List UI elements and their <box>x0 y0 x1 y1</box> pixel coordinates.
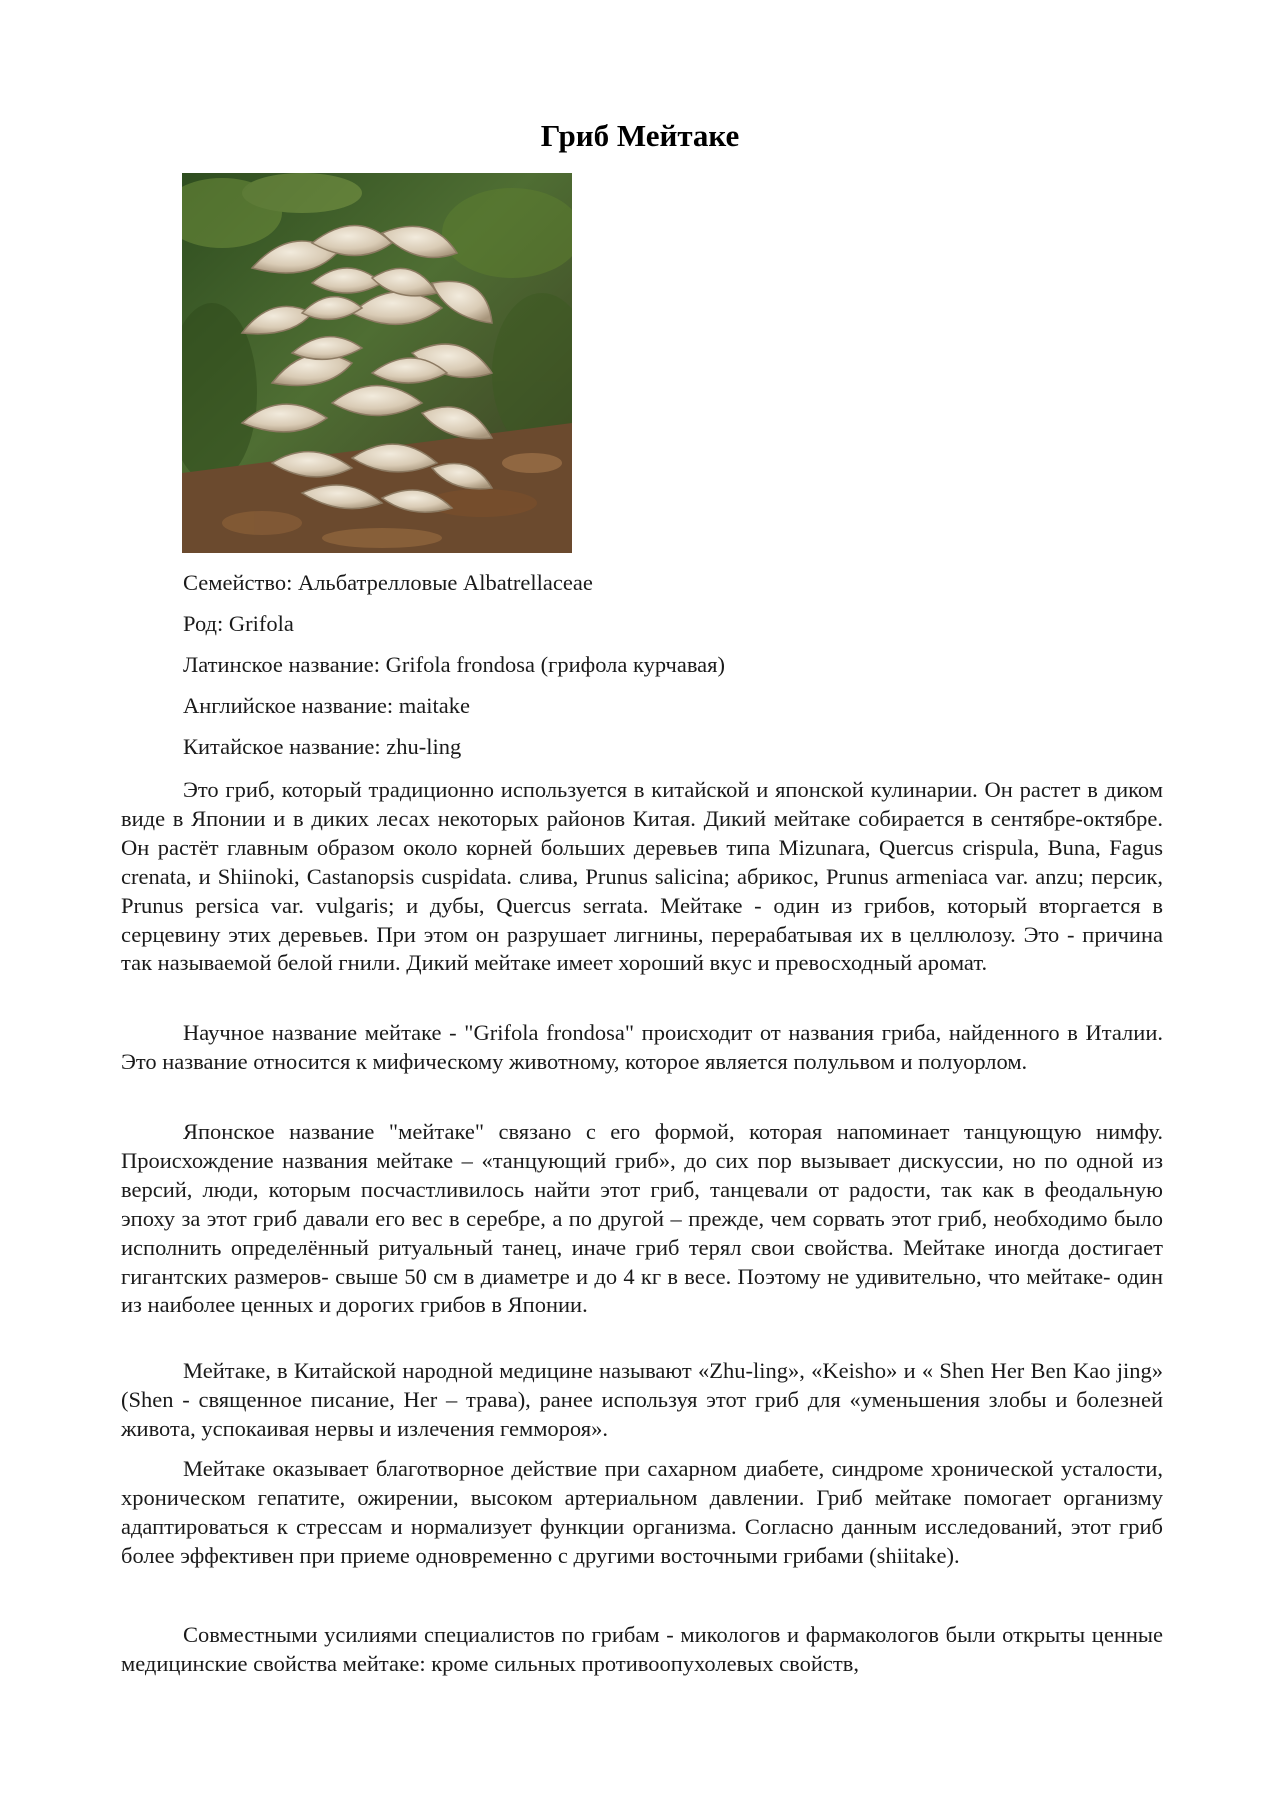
paragraph-1: Это гриб, который традиционно используется в китайской и японской кулинарии. Он растет в диком виде в Японии и в диких лесах некоторых районов Китая. Дикий мейтаке собирается в сентябре-октябре. Он растёт главным образом около корней больших деревьев типа Mizunara, Quercus crispula, Buna, Fagus crenata, и Shiinoki, Castanopsis cuspidata. слива, Prunus salicina; абрикос, Prunus armeniaca var. anzu; персик, Prunus persica var. vulgaris; и дубы, Quercus serrata. Мейтаке - один из грибов, который вторгается в серцевину этих деревьев. При этом он разрушает лигнины, перерабатывая их в целлюлозу. Это - причина так называемой белой гнили. Дикий мейтаке имеет хороший вкус и превосходный аромат. <box>121 777 1163 976</box>
maitake-mushroom-photo <box>182 173 572 553</box>
latin-name-line: Латинское название: Grifola frondosa (грифола курчавая) <box>183 652 726 677</box>
paragraph-4: Мейтаке, в Китайской народной медицине называют «Zhu-ling», «Keisho» и « Shen Her Ben Kao jing» (Shen - священное писание, Her – трава), ранее используя этот гриб для «уменьшения злобы и болезней живота, успокаивая нервы и излечения геммороя». <box>121 1358 1163 1441</box>
paragraph-6: Совместными усилиями специалистов по грибам - микологов и фармакологов были открыты ценные медицинские свойства мейтаке: кроме сильных противоопухолевых свойств, <box>121 1622 1163 1676</box>
paragraph-2: Научное название мейтаке - "Grifola frondosa" происходит от названия гриба, найденного в Италии. Это название относится к мифическому животному, которое является полульвом и полуорлом. <box>121 1020 1163 1074</box>
english-name-line: Английское название: maitake <box>183 693 470 718</box>
genus-line: Род: Grifola <box>183 611 294 636</box>
family-line: Семейство: Альбатрелловые Albatrellaceae <box>183 570 593 595</box>
chinese-name-line: Китайское название: zhu-ling <box>183 734 462 759</box>
paragraph-5: Мейтаке оказывает благотворное действие при сахарном диабете, синдроме хронической усталости, хроническом гепатите, ожирении, высоком артериальном давлении. Гриб мейтаке помогает организму адаптироваться к стрессам и нормализует функции организма. Согласно данным исследований, этот гриб более эффективен при приеме одновременно с другими восточными грибами (shiitake). <box>121 1456 1163 1568</box>
paragraph-3: Японское название "мейтаке" связано с его формой, которая напоминает танцующую нимфу. Происхождение названия мейтаке – «танцующий гриб», до сих пор вызывает дискуссии, но по одной из версий, люди, которым посчастливилось найти этот гриб, танцевали от радости, так как в феодальную эпоху за этот гриб давали его вес в серебре, а по другой – прежде, чем сорвать этот гриб, необходимо было исполнить определённый ритуальный танец, иначе гриб терял свои свойства. Мейтаке иногда достигает гигантских размеров- свыше 50 см в диаметре и до 4 кг в весе. Поэтому не удивительно, что мейтаке- один из наиболее ценных и дорогих грибов в Японии. <box>121 1119 1163 1318</box>
document-title: Гриб Мейтаке <box>540 118 740 153</box>
